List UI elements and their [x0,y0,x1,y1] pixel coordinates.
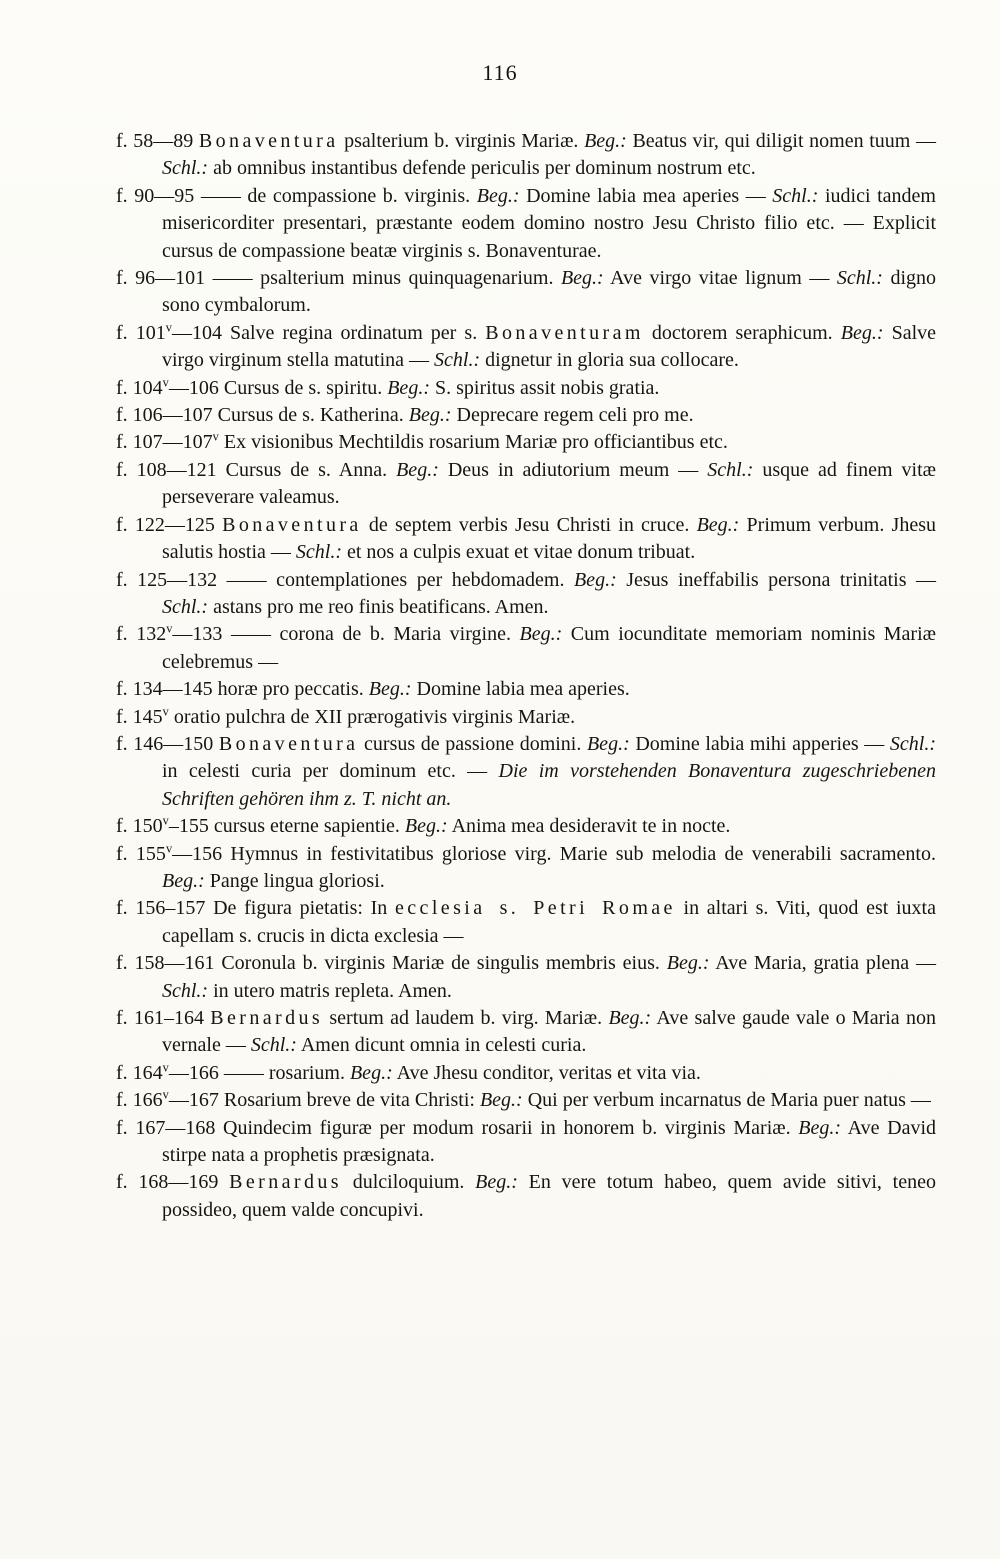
text-segment: v [162,813,169,828]
text-segment: in altari s. Viti, quod est iuxta capellam s. crucis in dicta exclesia — [162,897,936,947]
text-segment: Beg.: [349,1061,393,1084]
text-segment: in celesti curia per dominum etc. — [162,760,499,783]
text-segment: Domine labia mihi apperies — [629,732,890,755]
text-segment: astans pro me reo finis beatificans. Amen. [208,595,549,618]
text-segment: f. 90—95 —— de compassione b. virginis. [116,184,477,207]
text-segment: f. 146—150 [116,732,219,755]
text-segment: f. 145 [116,705,163,728]
text-segment: Beg.: [404,815,448,838]
text-segment: f. 167—168 Quindecim figuræ per modum rosarii in honorem b. virginis Mariæ. [116,1116,799,1139]
text-segment: Beg.: [798,1116,842,1139]
text-segment: f. 158—161 Coronula b. virginis Mariæ de singulis membris eius. [116,952,667,975]
text-segment: Beg.: [573,568,617,591]
catalog-entry [116,813,936,840]
text-segment: Ave David stirpe nata a prophetis præsignata. [162,1116,936,1167]
text-segment: Schl.: [434,349,481,372]
text-segment: f. 161–164 [116,1007,211,1029]
text-segment: Schl.: [295,541,342,564]
catalog-entries [116,128,936,1224]
text-segment: Jesus ineffabilis persona trinitatis — [616,568,936,591]
text-segment: f. 125—132 —— contemplationes per hebdomadem. [116,568,574,591]
text-segment: Schl.: [162,157,209,180]
catalog-entry [116,567,936,622]
text-segment: —166 —— rosarium. [168,1061,350,1084]
text-segment: ab omnibus instantibus defende periculis per dominum nostrum etc. [208,157,756,180]
text-segment: f. 96—101 —— psalterium minus quinquagenarium. [116,267,561,290]
catalog-entry [116,1005,936,1060]
text-segment: Ex visionibus Mechtildis rosarium Mariæ pro officiantibus etc. [218,431,728,454]
text-segment: Bonaventuram [485,321,644,344]
text-segment: v [212,429,219,444]
text-segment: Schl.: [162,979,209,1002]
text-segment: Beg.: [666,952,710,975]
text-segment: Bonaventura [222,513,362,536]
page-number: 116 [482,60,518,85]
text-segment: Ave virgo vitae lignum — [603,267,837,290]
text-segment: S. spiritus assit nobis gratia. [429,376,660,399]
text-segment: f. 168—169 [116,1171,230,1194]
text-segment: Beg.: [387,376,430,399]
catalog-entry [116,841,936,896]
text-segment: v [166,621,173,636]
text-segment: in utero matris repleta. Amen. [208,979,452,1002]
text-segment: Qui per verbum incarnatus de Maria puer natus — [522,1089,931,1112]
text-segment: ecclesia s. Petri Romae [395,897,676,920]
text-segment: f. 107—107 [116,431,213,454]
text-segment: Beg.: [519,623,563,646]
text-segment: f. 150 [116,815,163,838]
catalog-entry [116,265,936,320]
text-segment: Die im vorstehenden Bonaventura zugeschriebenen Schriften gehören ihm z. T. nicht an. [162,760,936,810]
catalog-entry [116,1060,936,1087]
text-segment: f. 155 [116,842,166,865]
catalog-entry [116,429,936,456]
catalog-entry [116,375,936,402]
text-segment: Deus in adiutorium meum — [438,458,708,481]
catalog-entry [116,950,936,1005]
text-segment: v [162,1087,169,1102]
text-segment: usque ad finem vitæ perseverare valeamus. [162,458,936,509]
text-segment: f. 132 [116,623,167,646]
text-segment: —104 Salve regina ordinatum per s. [171,321,486,344]
text-segment: En vere totum habeo, quem avide sitivi, teneo possideo, quem valde concupivi. [162,1171,936,1221]
text-segment: Beg.: [479,1089,523,1112]
text-segment: Amen dicunt omnia in celesti curia. [296,1034,587,1057]
text-segment: cursus de passione domini. [358,732,587,755]
text-segment: Primum verbum. Jhesu salutis hostia — [162,513,936,564]
text-segment: Beg.: [162,869,205,892]
catalog-entry [116,457,936,512]
text-segment: Beg.: [408,404,452,427]
text-segment: v [162,703,169,718]
text-segment: sertum ad laudem b. virg. Mariæ. [323,1007,609,1029]
text-segment: Beg.: [368,678,412,701]
catalog-entry [116,1169,936,1224]
text-segment: Beg.: [584,130,627,152]
text-segment: –155 cursus eterne sapientie. [168,815,405,838]
text-segment: psalterium b. virginis Mariæ. [338,130,585,152]
text-segment: f. 156–157 De figura pietatis: In [116,897,395,920]
catalog-entry [116,731,936,813]
text-segment: Bernardus [229,1171,342,1194]
text-segment: Domine labia mea aperies. [411,678,630,701]
text-segment: Bonaventura [218,732,359,755]
text-segment: Pange lingua gloriosi. [204,869,385,892]
text-segment: iudici tandem misericorditer presentari, præstante eodem domino nostro Jesu Christo filio etc. — Explicit cursus de compassione beatæ virginis s. Bonaventurae. [162,184,936,262]
text-segment: Ave salve gaude vale o Maria non vernale — [162,1007,936,1057]
text-segment: —133 —— corona de b. Maria virgine. [172,623,520,646]
text-segment: Salve virgo virginum stella matutina — [162,321,936,372]
text-segment: Ave Maria, gratia plena — [709,952,936,975]
text-segment: Schl.: [889,732,936,755]
catalog-entry [116,676,936,703]
text-segment: dignetur in gloria sua collocare. [480,349,739,372]
text-segment: Beg.: [608,1007,652,1029]
text-segment: Cum iocunditate memoriam nominis Mariæ celebremus — [162,623,936,673]
catalog-entry [116,895,936,950]
text-segment: f. 104 [116,376,163,399]
text-segment: f. 164 [116,1061,163,1084]
text-segment: f. 58—89 [116,130,199,152]
text-segment: f. 134—145 horæ pro peccatis. [116,678,369,701]
catalog-entry [116,1115,936,1170]
catalog-entry [116,128,936,183]
text-segment: Domine labia mea aperies — [519,184,773,207]
catalog-entry [116,621,936,676]
text-segment: Schl.: [836,267,883,290]
catalog-entry [116,1087,936,1114]
text-segment: de septem verbis Jesu Christi in cruce. [361,513,697,536]
text-segment: Beg.: [840,321,884,344]
text-segment: Ave Jhesu conditor, veritas et vita via. [392,1061,701,1084]
text-segment: Schl.: [162,595,209,618]
text-segment: Beg.: [560,267,604,290]
text-segment: Beg.: [396,458,439,481]
catalog-entry [116,320,936,375]
text-segment: —167 Rosarium breve de vita Christi: [168,1089,480,1112]
text-segment: Beg.: [696,513,740,536]
text-segment: v [165,320,172,335]
text-segment: f. 101 [116,321,166,344]
text-segment: Schl.: [707,458,754,481]
text-segment: digno sono cymbalorum. [162,267,936,317]
text-segment: Anima mea desideravit te in nocte. [447,815,731,838]
text-segment: f. 106—107 Cursus de s. Katherina. [116,404,409,427]
text-segment: f. 166 [116,1089,163,1112]
text-segment: Bernardus [210,1007,324,1029]
text-segment: doctorem seraphicum. [643,321,841,344]
text-segment: Deprecare regem celi pro me. [451,404,694,427]
catalog-entry [116,183,936,265]
text-segment: v [162,1060,169,1075]
text-segment: —106 Cursus de s. spiritu. [168,376,388,399]
text-segment: v [162,375,169,389]
text-segment: et nos a culpis exuat et vitae donum tribuat. [341,541,696,564]
catalog-entry [116,704,936,731]
text-segment: —156 Hymnus in festivitatibus gloriose virg. Marie sub melodia de venerabili sacramento. [172,842,936,865]
text-segment: v [165,840,173,855]
text-segment: Beg.: [476,184,520,207]
text-segment: dulciloquium. [341,1171,476,1194]
text-segment: Beg.: [475,1171,518,1194]
text-segment: oratio pulchra de XII prærogativis virginis Mariæ. [168,705,576,728]
text-segment: f. 122—125 [116,513,223,536]
text-segment: Bonaventura [198,130,339,152]
text-segment: Beg.: [586,732,630,755]
text-segment: f. 108—121 Cursus de s. Anna. [116,458,397,481]
catalog-entry [116,512,936,567]
text-segment: Schl.: [772,184,819,207]
catalog-entry [116,402,936,429]
text-segment: Schl.: [250,1034,297,1057]
text-segment: Beatus vir, qui diligit nomen tuum — [626,130,936,152]
